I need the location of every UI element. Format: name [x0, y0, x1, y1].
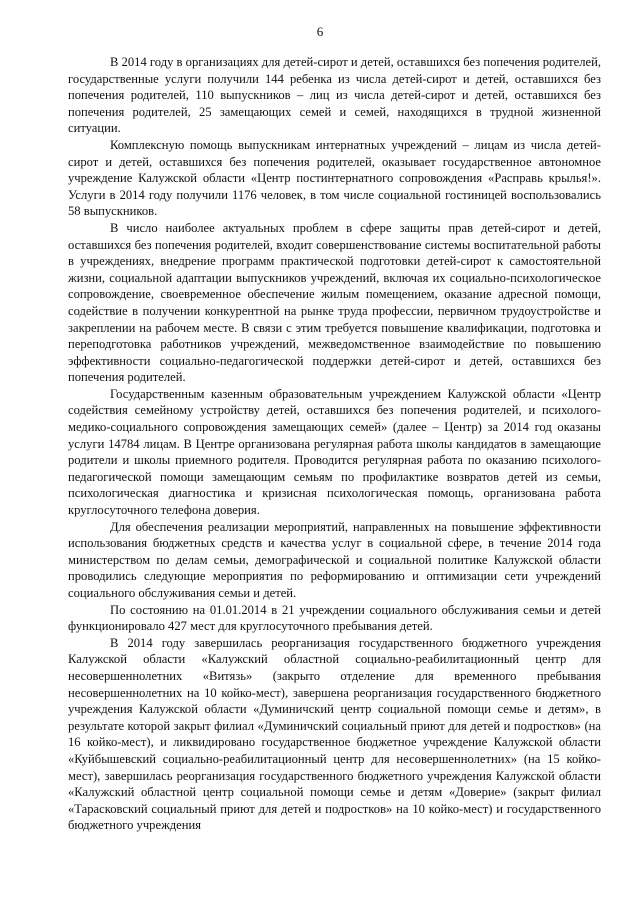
paragraph-orphan-services: В 2014 году в организациях для детей-сирот и детей, оставшихся без попечения родителей, государственные услуги получили 144 ребенка из числа детей-сирот и детей, оставшихся без попечения родителей, 110 выпускников – лиц из числа детей-сирот и детей, оставшихся без попечения родителей, 25 замещающих семей и семей, находящихся в трудной жизненной ситуации. [68, 55, 601, 136]
paragraph-family-placement-center: Государственным казенным образовательным учреждением Калужской области «Центр содействия семейному устройству детей, оставшихся без попечения родителей, и психолого-медико-социального сопровождения замещающих семей» (далее – Центр) за 2014 год оказаны услуги 14784 лицам. В Центре организована регулярная работа школы кандидатов в замещающие родители и школы приемного родителя. Проводится регулярная работа по оказанию психолого-педагогической помощи замещающим семьям по профилактике возвратов детей из семьи, психологическая диагностика и кризисная психологическая помощь, организована работа круглосуточного телефона доверия. [68, 386, 601, 518]
paragraph-institution-count: По состоянию на 01.01.2014 в 21 учреждении социального обслуживания семьи и детей функционировало 427 мест для круглосуточного пребывания детей. [68, 602, 601, 634]
paragraph-reorganization: В 2014 году завершилась реорганизация государственного бюджетного учреждения Калужской области «Калужский областной социально-реабилитационный центр для несовершеннолетних «Витязь» (закрыто отделение для временного пребывания несовершеннолетних на 10 койко-мест), завершена реорганизация государственного бюджетного учреждения Калужской области «Думиничский центр социальной помощи семье и детям», в результате которой закрыт филиал «Думиничский социальный приют для детей и подростков» (на 16 койко-мест), и ликвидировано государственное бюджетное учреждение Калужской области «Куйбышевский социально-реабилитационный центр для несовершеннолетних» (на 15 койко-мест), завершилась реорганизация государственного бюджетного учреждения Калужской области «Калужский областной центр социальной помощи семье и детям «Доверие» (закрыт филиал «Тарасковский социальный приют для детей и подростков» на 10 койко-мест) и государственного бюджетного учреждения [68, 635, 601, 833]
paragraph-key-problems: В число наиболее актуальных проблем в сфере защиты прав детей-сирот и детей, оставшихся без попечения родителей, входит совершенствование системы воспитательной работы в учреждениях, внедрение программ практической подготовки детей-сирот к самостоятельной жизни, социальной адаптации выпускников учреждений, включая их социально-психологическое сопровождение, своевременное обеспечение жилым помещением, оказание адресной помощи, содействие в получении конкурентной на рынке труда профессии, первичном трудоустройстве и закреплении на рабочем месте. В связи с этим требуется повышение квалификации, подготовка и переподготовка работников учреждений, межведомственное взаимодействие по повышению эффективности социально-педагогической поддержки детей-сирот и детей, оставшихся без попечения родителей. [68, 220, 601, 385]
document-body [68, 54, 601, 834]
paragraph-graduate-support: Комплексную помощь выпускникам интернатных учреждений – лицам из числа детей-сирот и детей, оставшихся без попечения родителей, оказывает государственное автономное учреждение Калужской области «Центр постинтернатного сопровождения «Расправь крылья!». Услуги в 2014 году получили 1176 человек, в том числе социальной гостиницей воспользовались 58 выпускников. [68, 137, 601, 219]
page-number: 6 [316, 24, 324, 39]
paragraph-efficiency-measures: Для обеспечения реализации мероприятий, направленных на повышение эффективности использования бюджетных средств и качества услуг в социальной сфере, в течение 2014 года министерством по делам семьи, демографической и социальной политике Калужской области проводились следующие мероприятия по реформированию и оптимизации сети учреждений социального обслуживания семьи и детей. [68, 519, 601, 600]
